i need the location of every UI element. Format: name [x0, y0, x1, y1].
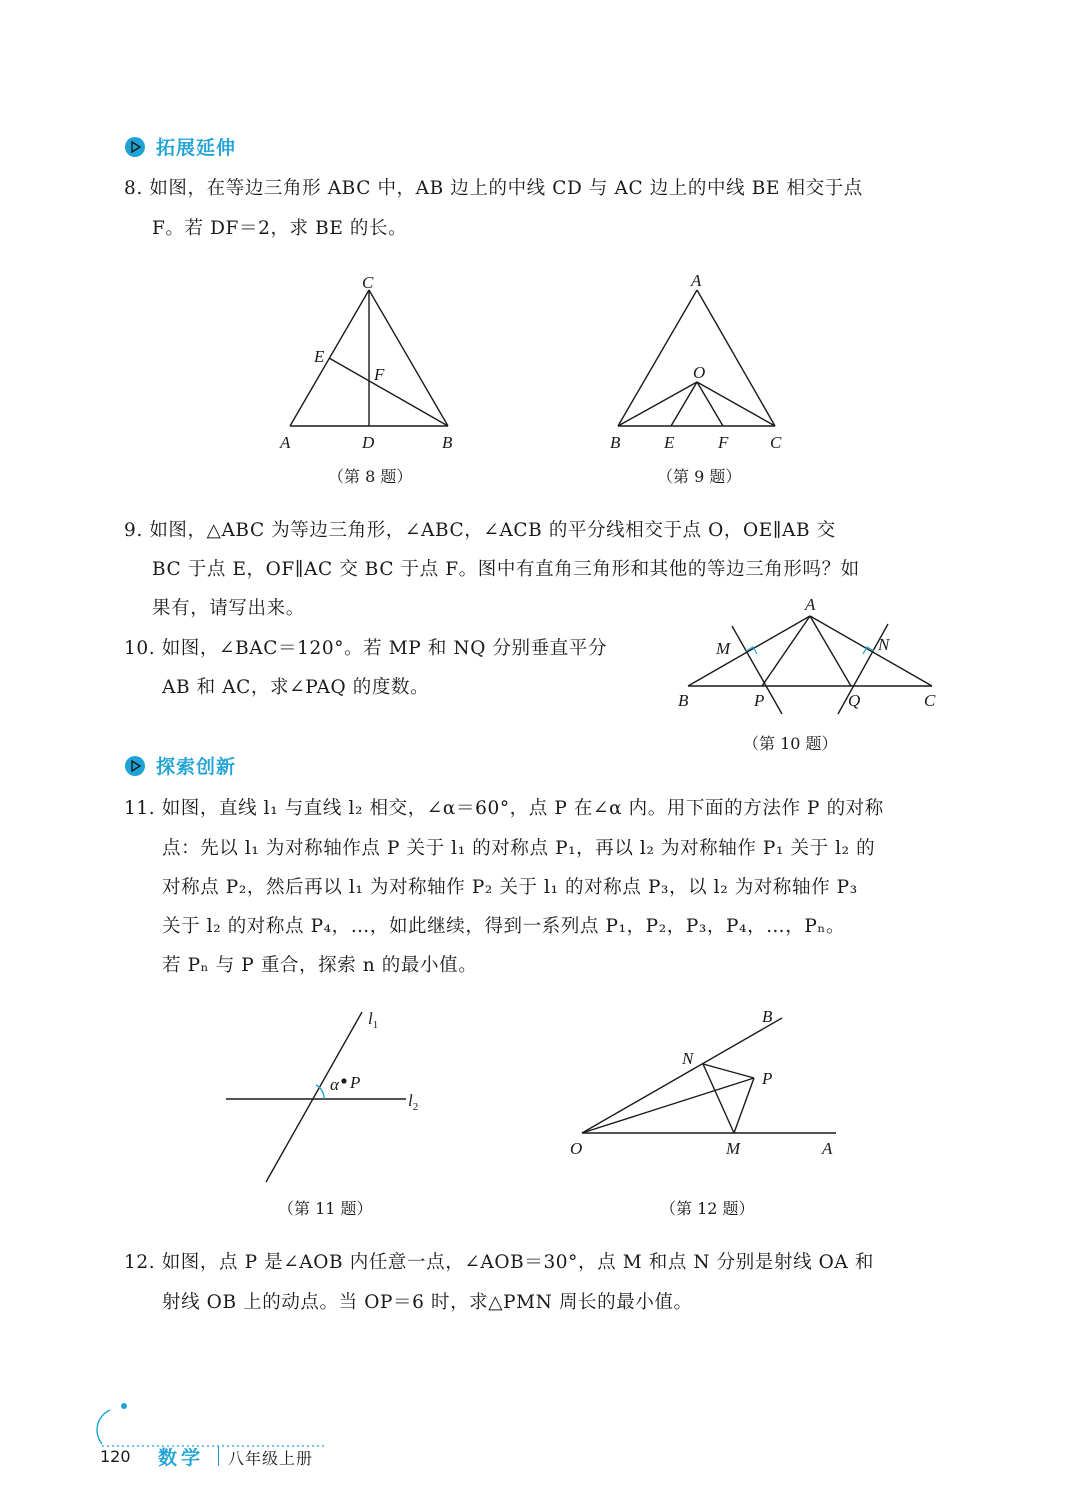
label-A: A	[805, 595, 816, 614]
label-C: C	[362, 273, 374, 292]
label-A: A	[822, 1139, 833, 1158]
label-D: D	[362, 433, 375, 452]
footer-grade: 八年级上册	[228, 1449, 314, 1468]
label-B: B	[442, 433, 453, 452]
figure-10-diagram	[670, 592, 950, 722]
label-A: A	[691, 271, 702, 290]
section-header-extend	[124, 133, 236, 160]
label-P: P	[762, 1069, 773, 1088]
label-E: E	[664, 433, 675, 452]
label-C: C	[770, 433, 782, 452]
problem-12-line-2: 射线 OB 上的动点。当 OP＝6 时，求△PMN 周长的最小值。	[162, 1292, 693, 1313]
problem-9-line-1: 9. 如图，△ABC 为等边三角形，∠ABC，∠ACB 的平分线相交于点 O，OE∥AB 交	[124, 520, 836, 541]
figure-9-diagram	[600, 268, 800, 463]
label-M: M	[716, 639, 731, 658]
section-header-explore	[124, 752, 236, 779]
footer-divider	[218, 1446, 219, 1466]
label-N: N	[682, 1049, 694, 1068]
figure-11-diagram	[220, 1000, 440, 1190]
figure-8-caption: （第 8 题）	[328, 467, 413, 486]
label-O: O	[693, 363, 706, 382]
figure-9-caption: （第 9 题）	[657, 467, 742, 486]
label-alpha: α	[330, 1075, 339, 1094]
figure-8-diagram	[270, 268, 470, 463]
problem-11-line-4: 关于 l₂ 的对称点 P₄，…，如此继续，得到一系列点 P₁，P₂，P₃，P₄，…，Pₙ。	[162, 916, 846, 937]
problem-9-line-2: BC 于点 E，OF∥AC 交 BC 于点 F。图中有直角三角形和其他的等边三角形吗？如	[152, 559, 860, 580]
label-F: F	[718, 433, 729, 452]
footer-subject: 数学	[158, 1447, 205, 1469]
problem-10-line-2: AB 和 AC，求∠PAQ 的度数。	[162, 677, 430, 698]
label-N: N	[878, 635, 890, 654]
play-circle-icon	[124, 755, 146, 777]
label-A: A	[280, 433, 291, 452]
label-F: F	[374, 365, 385, 384]
label-M: M	[726, 1139, 741, 1158]
label-B: B	[762, 1007, 773, 1026]
label-P: P	[350, 1073, 361, 1092]
figure-11-caption: （第 11 题）	[278, 1199, 373, 1218]
label-B: B	[610, 433, 621, 452]
problem-12-line-1: 12. 如图，点 P 是∠AOB 内任意一点，∠AOB＝30°，点 M 和点 N 分别是射线 OA 和	[124, 1252, 874, 1273]
section-title: 探索创新	[156, 756, 237, 778]
problem-8-line-1: 8. 如图，在等边三角形 ABC 中，AB 边上的中线 CD 与 AC 边上的中线 BE 相交于点	[124, 178, 863, 199]
problem-10-line-1: 10. 如图，∠BAC＝120°。若 MP 和 NQ 分别垂直平分	[124, 638, 608, 659]
section-title: 拓展延伸	[156, 137, 237, 159]
figure-12-caption: （第 12 题）	[660, 1199, 755, 1218]
label-l1: $l_1$	[368, 1009, 379, 1031]
label-B: B	[678, 691, 689, 710]
problem-11-line-3: 对称点 P₂，然后再以 l₁ 为对称轴作 P₂ 关于 l₁ 的对称点 P₃，以 l₂ 为对称轴作 P₃	[162, 877, 858, 898]
label-Q: Q	[848, 691, 861, 710]
figure-10-caption: （第 10 题）	[743, 734, 838, 753]
play-circle-icon	[124, 136, 146, 158]
problem-9-line-3: 果有，请写出来。	[152, 598, 305, 619]
label-E: E	[314, 347, 325, 366]
problem-11-line-2: 点：先以 l₁ 为对称轴作点 P 关于 l₁ 的对称点 P₁，再以 l₂ 为对称轴作 P₁ 关于 l₂ 的	[162, 838, 876, 859]
problem-11-line-1: 11. 如图，直线 l₁ 与直线 l₂ 相交，∠α＝60°，点 P 在∠α 内。用下面的方法作 P 的对称	[124, 798, 884, 819]
label-l2: $l_2$	[408, 1091, 419, 1113]
problem-8-line-2: F。若 DF＝2，求 BE 的长。	[152, 218, 408, 239]
label-P: P	[754, 691, 765, 710]
label-C: C	[924, 691, 936, 710]
page-number: 120	[100, 1447, 131, 1466]
figure-12-diagram	[560, 1000, 850, 1170]
label-O: O	[570, 1139, 583, 1158]
problem-11-line-5: 若 Pₙ 与 P 重合，探索 n 的最小值。	[162, 955, 478, 976]
